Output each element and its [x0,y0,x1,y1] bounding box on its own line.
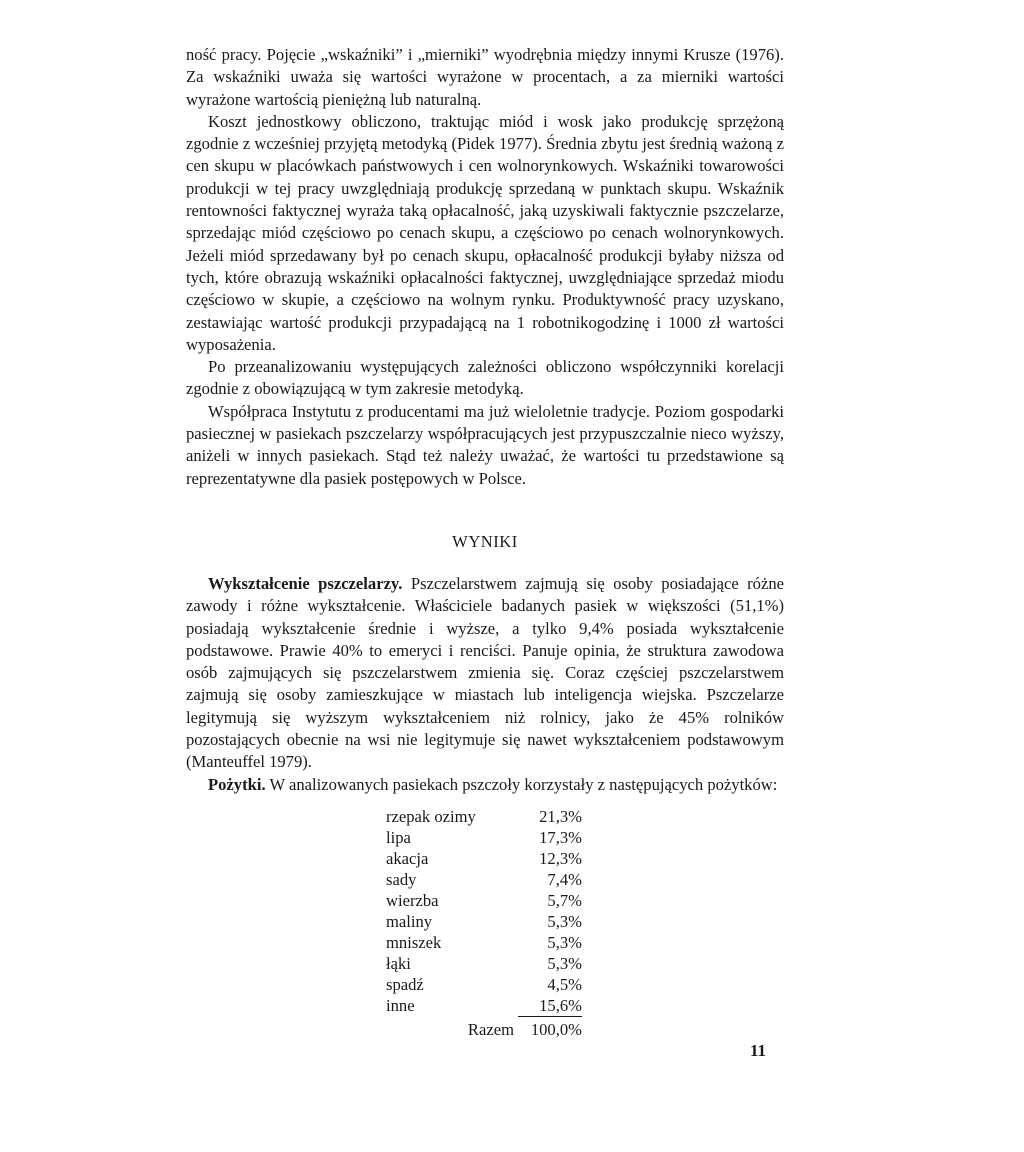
forage-source-share: 15,6% [518,995,582,1017]
paragraph-unit-cost: Koszt jednostkowy obliczono, traktując miód i wosk jako produkcję sprzężoną zgodnie z wcześniej przyjętą metodyką (Pidek 1977). Średnia zbytu jest średnią ważoną z cen skupu w placówkach państwowych i cen wolnorynkowych. Wskaźniki towarowości produkcji w tej pracy uwzględniają produkcję sprzedaną w punktach skupu. Wskaźnik rentowności faktycznej wyraża taką opłacalność, jaką uzyskiwali faktycznie pszczelarze, sprzedając miód częściowo po cenach skupu, a częściowo po cenach wolnorynkowych. Jeżeli miód sprzedawany był po cenach skupu, opłacalność produkcji byłaby niższa od tych, które obrazują wskaźniki opłacalności faktycznej, uwzględniające sprzedaż miodu częściowo w skupie, a częściowo na wolnym rynku. Produktywność pracy uzyskano, zestawiając wartość produkcji przypadającą na 1 robotnikogodzinę i 1000 zł wartości wyposażenia. [186,111,784,354]
forage-source-share: 7,4% [547,869,582,889]
table-row [386,911,582,932]
table-row [386,827,582,848]
forage-text: W analizowanych pasiekach pszczoły korzystały z następujących pożytków: [265,774,778,794]
forage-source-share: 12,3% [539,848,582,868]
forage-source-name: lipa [386,827,411,847]
table-row [386,932,582,953]
table-total-row [386,1016,582,1040]
forage-source-name: rzepak ozimy [386,806,476,826]
forage-source-share: 4,5% [547,974,582,994]
paragraph-definitions: ność pracy. Pojęcie „wskaźniki” i „mierniki” wyodrębnia między innymi Krusze (1976). Za wskaźniki uważa się wartości wyrażone w procentach, a za mierniki wartości wyrażone wartością pieniężną lub naturalną. [186,45,784,109]
table-row [386,953,582,974]
forage-run-in-heading: Pożytki. [208,774,266,794]
paragraph-correlation: Po przeanalizowaniu występujących zależności obliczono współczynniki korelacji zgodnie z obowiązującą w tym zakresie metodyką. [186,357,784,399]
forage-source-name: mniszek [386,932,442,952]
table-row [386,995,582,1017]
forage-source-share: 5,3% [547,911,582,931]
education-text: Pszczelarstwem zajmują się osoby posiadające różne zawody i różne wykształcenie. Właściciele badanych pasiek w większości (51,1%) posiadają wykształcenie średnie i wyższe, a tylko 9,4% posiada wykształcenie podstawowe. Prawie 40% to emeryci i renciści. Panuje opinia, że struktura zawodowa osób zajmujących się pszczelarstwem zmienia się. Coraz częściej pszczelarstwem zajmują się osoby zamieszkujące w miastach lub inteligencja wiejska. Pszczelarze legitymują się wyższym wykształceniem niż rolnicy, jako że 45% rolników pozostających obecnie na wsi nie legitymuje się nawet wykształceniem podstawowym (Manteuffel 1979). [186,573,784,772]
table-row [386,890,582,911]
education-run-in-heading: Wykształcenie pszczelarzy. [208,573,403,593]
forage-source-name: wierzba [386,890,439,910]
document-page [186,44,784,1040]
forage-source-name: inne [386,996,415,1016]
table-row [386,974,582,995]
forage-table [386,806,582,1040]
forage-source-share: 21,3% [539,806,582,826]
forage-source-name: akacja [386,848,429,868]
forage-source-share: 5,3% [547,932,582,952]
forage-source-name: łąki [386,953,411,973]
table-row [386,848,582,869]
page-number: 11 [750,1041,767,1060]
forage-source-share: 5,3% [547,953,582,973]
forage-source-share: 17,3% [539,827,582,847]
forage-source-name: spadź [386,974,424,994]
paragraph-education [186,573,784,774]
section-heading: WYNIKI [452,531,518,551]
total-value: 100,0% [530,1019,582,1039]
total-label: Razem [467,1019,514,1039]
forage-source-name: maliny [386,911,433,931]
table-row [386,806,582,827]
paragraph-forage [186,774,784,796]
paragraph-cooperation: Współpraca Instytutu z producentami ma już wieloletnie tradycje. Poziom gospodarki pasiecznej w pasiekach pszczelarzy współpracujących jest przypuszczalnie nieco wyższy, aniżeli w innych pasiekach. Stąd też należy uważać, że wartości tu przedstawione są reprezentatywne dla pasiek postępowych w Polsce. [186,401,784,488]
forage-source-share: 5,7% [547,890,582,910]
forage-source-name: sady [386,869,417,889]
table-row [386,869,582,890]
